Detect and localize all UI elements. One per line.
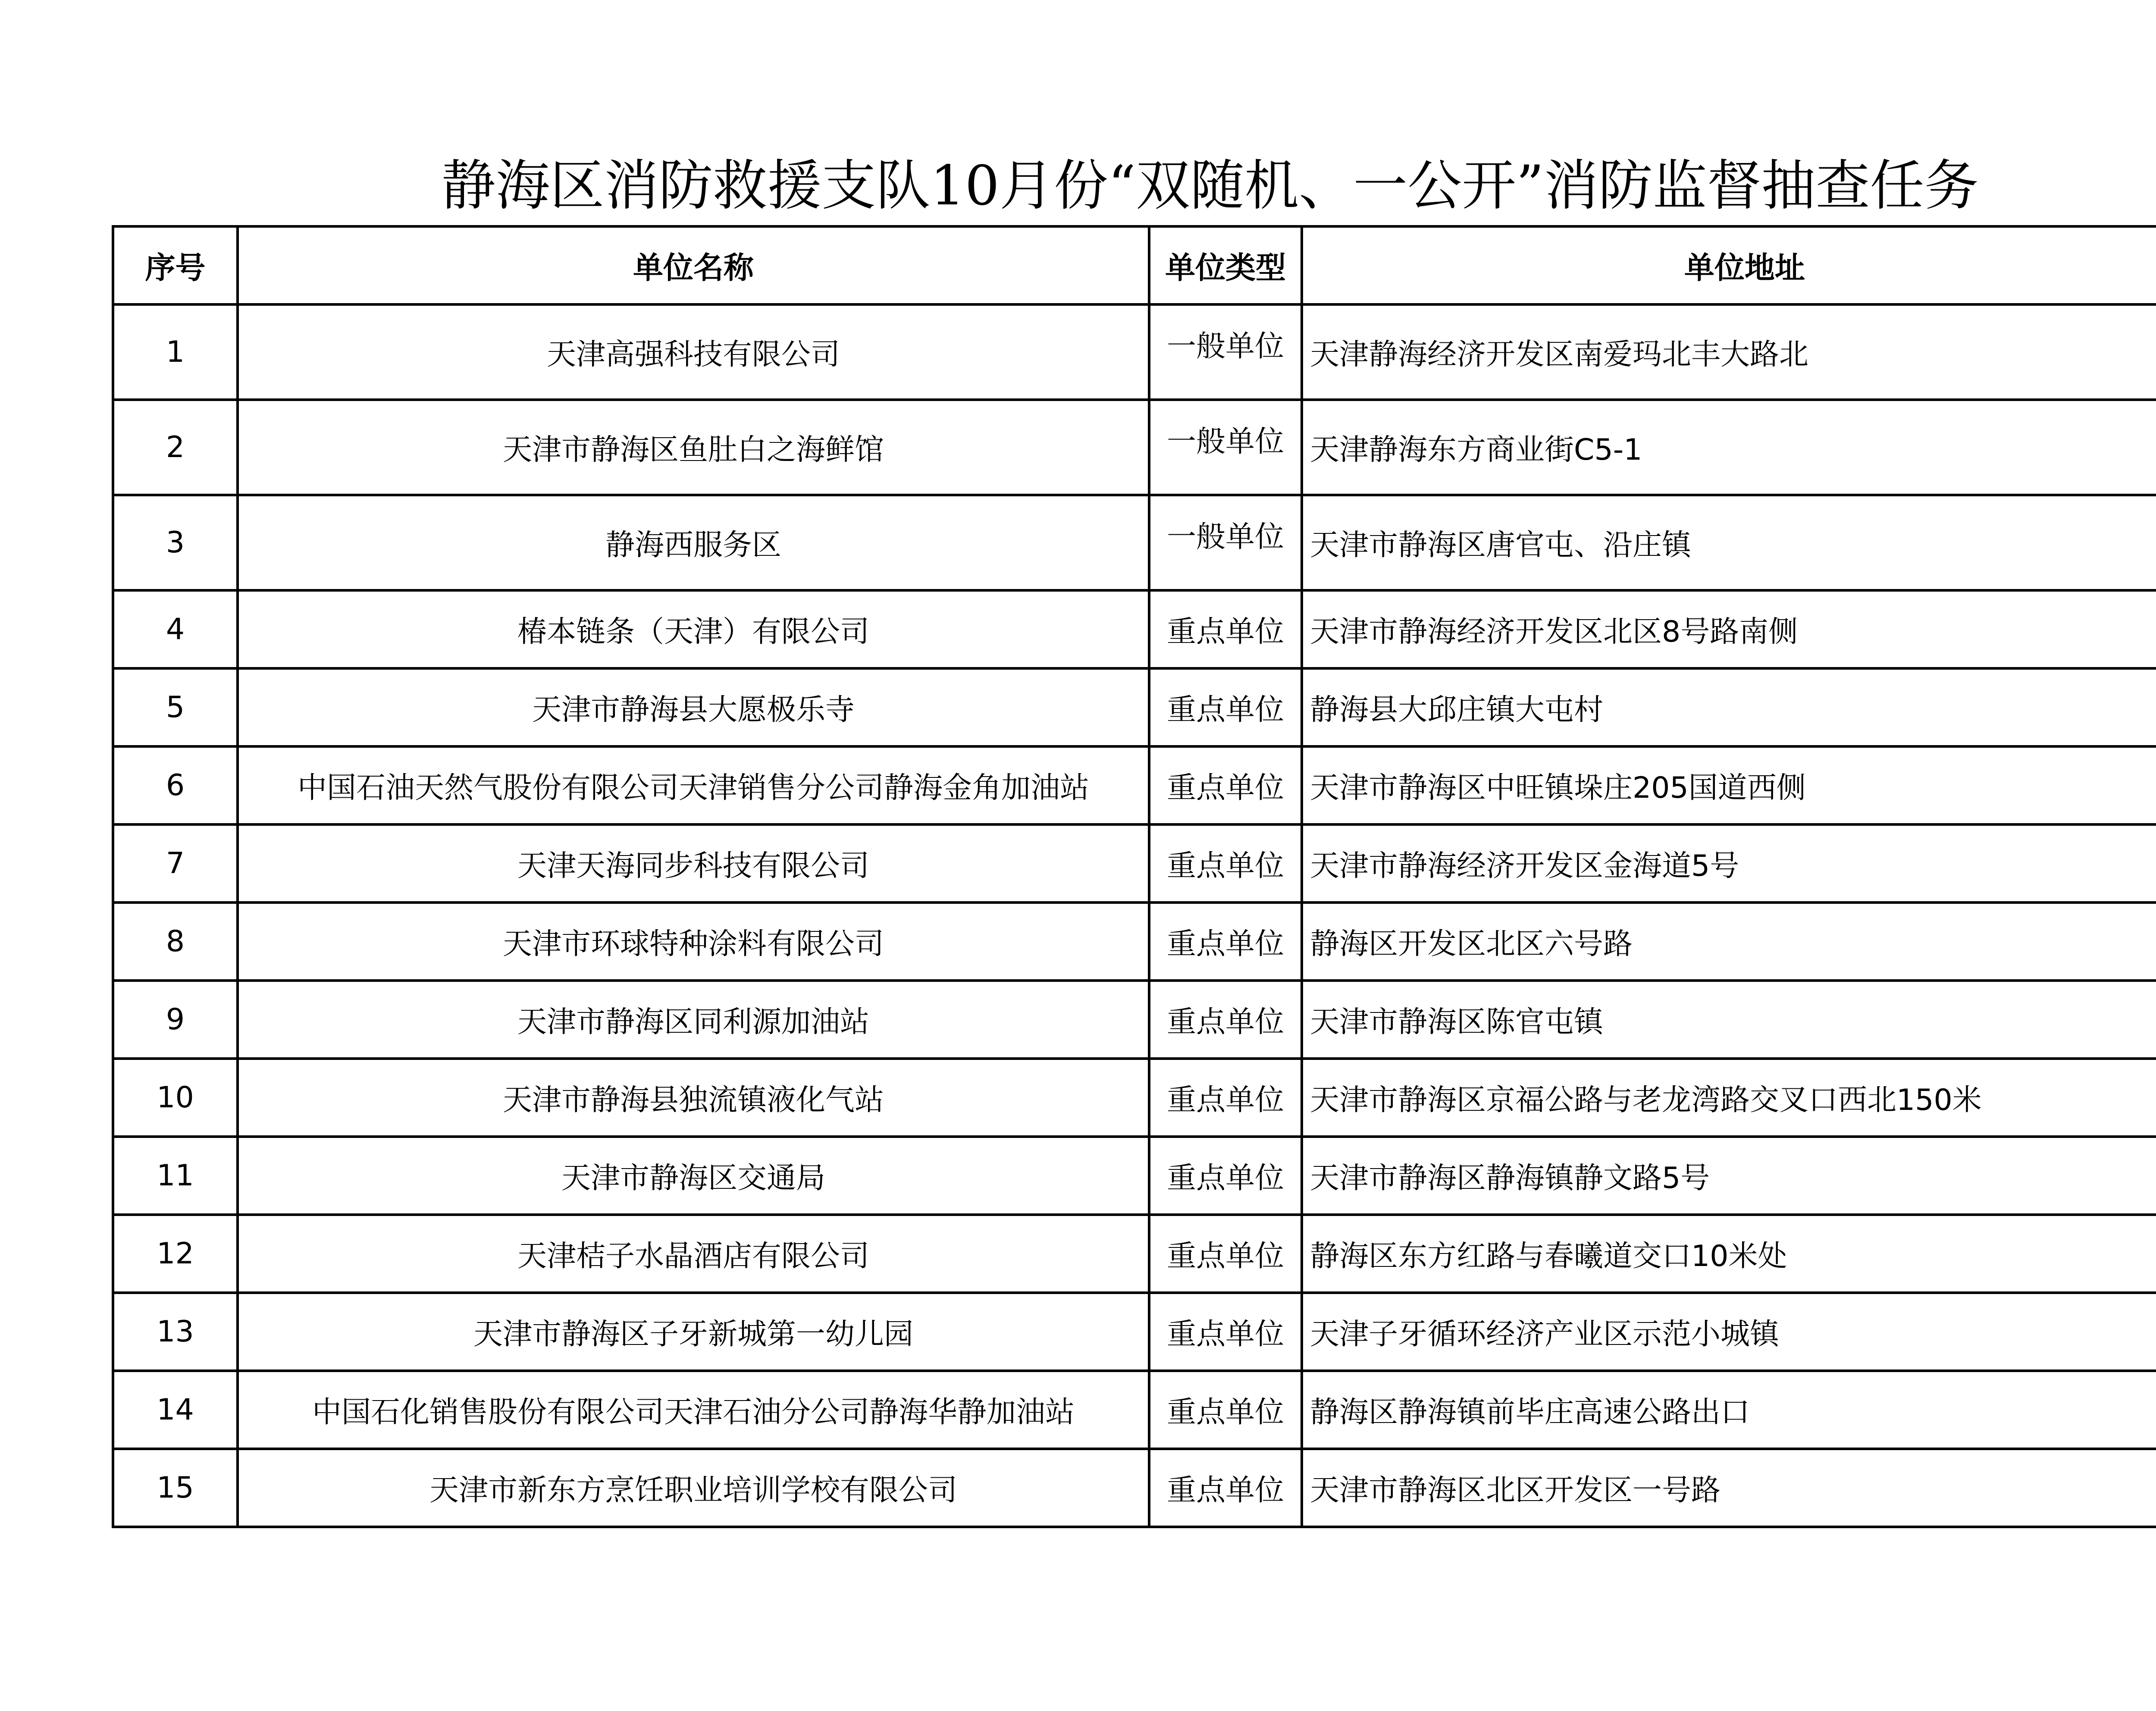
row-index: 4 <box>113 590 238 668</box>
table-row <box>113 400 2156 495</box>
unit-address: 天津市静海区陈官屯镇 <box>1302 981 2156 1059</box>
row-index: 5 <box>113 668 238 746</box>
row-index: 9 <box>113 981 238 1059</box>
table-row <box>113 746 2156 824</box>
row-index: 10 <box>113 1059 238 1137</box>
table-row <box>113 1371 2156 1449</box>
page-title: 静海区消防救援支队10月份“双随机、一公开”消防监督抽查任务 <box>441 154 1979 217</box>
row-index: 13 <box>113 1293 238 1371</box>
unit-name: 中国石化销售股份有限公司天津石油分公司静海华静加油站 <box>238 1371 1149 1449</box>
unit-type: 重点单位 <box>1149 1293 1302 1371</box>
table-row <box>113 668 2156 746</box>
unit-address: 天津子牙循环经济产业区示范小城镇 <box>1302 1293 2156 1371</box>
unit-name: 天津天海同步科技有限公司 <box>238 824 1149 903</box>
header-row <box>113 226 2156 304</box>
unit-type: 重点单位 <box>1149 746 1302 824</box>
unit-name: 天津市静海县大愿极乐寺 <box>238 668 1149 746</box>
row-index: 15 <box>113 1449 238 1527</box>
unit-type: 重点单位 <box>1149 1449 1302 1527</box>
unit-type: 一般单位 <box>1149 400 1302 495</box>
unit-type: 重点单位 <box>1149 1371 1302 1449</box>
unit-address: 天津市静海区静海镇静文路5号 <box>1302 1137 2156 1215</box>
unit-type: 重点单位 <box>1149 903 1302 981</box>
table-row <box>113 1293 2156 1371</box>
header-index: 序号 <box>113 226 238 304</box>
unit-name: 天津市静海县独流镇液化气站 <box>238 1059 1149 1137</box>
header-name: 单位名称 <box>238 226 1149 304</box>
unit-address: 静海区静海镇前毕庄高速公路出口 <box>1302 1371 2156 1449</box>
row-index: 7 <box>113 824 238 903</box>
header-type: 单位类型 <box>1149 226 1302 304</box>
unit-type: 重点单位 <box>1149 1137 1302 1215</box>
unit-address: 天津市静海区京福公路与老龙湾路交叉口西北150米 <box>1302 1059 2156 1137</box>
row-index: 1 <box>113 304 238 400</box>
unit-address: 天津市静海区唐官屯、沿庄镇 <box>1302 495 2156 590</box>
unit-type: 一般单位 <box>1149 495 1302 590</box>
unit-name: 椿本链条（天津）有限公司 <box>238 590 1149 668</box>
row-index: 6 <box>113 746 238 824</box>
unit-name: 天津市静海区交通局 <box>238 1137 1149 1215</box>
unit-name: 天津市静海区子牙新城第一幼儿园 <box>238 1293 1149 1371</box>
task-table <box>112 225 2156 1528</box>
unit-address: 静海区东方红路与春曦道交口10米处 <box>1302 1215 2156 1293</box>
unit-name: 天津市静海区同利源加油站 <box>238 981 1149 1059</box>
unit-address: 静海县大邱庄镇大屯村 <box>1302 668 2156 746</box>
unit-type: 重点单位 <box>1149 824 1302 903</box>
unit-address: 天津静海东方商业街C5-1 <box>1302 400 2156 495</box>
table-row <box>113 1059 2156 1137</box>
row-index: 14 <box>113 1371 238 1449</box>
table-row <box>113 1215 2156 1293</box>
unit-address: 天津市静海区中旺镇垛庄205国道西侧 <box>1302 746 2156 824</box>
row-index: 2 <box>113 400 238 495</box>
unit-address: 天津市静海经济开发区金海道5号 <box>1302 824 2156 903</box>
unit-type: 重点单位 <box>1149 1215 1302 1293</box>
row-index: 11 <box>113 1137 238 1215</box>
unit-address: 天津静海经济开发区南爱玛北丰大路北 <box>1302 304 2156 400</box>
header-address: 单位地址 <box>1302 226 2156 304</box>
table-row <box>113 590 2156 668</box>
unit-type: 重点单位 <box>1149 590 1302 668</box>
row-index: 3 <box>113 495 238 590</box>
unit-name: 天津市静海区鱼肚白之海鲜馆 <box>238 400 1149 495</box>
table-row <box>113 903 2156 981</box>
table-row <box>113 495 2156 590</box>
unit-name: 中国石油天然气股份有限公司天津销售分公司静海金角加油站 <box>238 746 1149 824</box>
table-row <box>113 1137 2156 1215</box>
row-index: 12 <box>113 1215 238 1293</box>
row-index: 8 <box>113 903 238 981</box>
unit-name: 静海西服务区 <box>238 495 1149 590</box>
unit-type: 一般单位 <box>1149 304 1302 400</box>
unit-name: 天津市新东方烹饪职业培训学校有限公司 <box>238 1449 1149 1527</box>
unit-address: 天津市静海区北区开发区一号路 <box>1302 1449 2156 1527</box>
unit-type: 重点单位 <box>1149 1059 1302 1137</box>
unit-address: 天津市静海经济开发区北区8号路南侧 <box>1302 590 2156 668</box>
table-row <box>113 304 2156 400</box>
table-row <box>113 981 2156 1059</box>
unit-address: 静海区开发区北区六号路 <box>1302 903 2156 981</box>
unit-name: 天津高强科技有限公司 <box>238 304 1149 400</box>
unit-type: 重点单位 <box>1149 668 1302 746</box>
table-row <box>113 824 2156 903</box>
table-row <box>113 1449 2156 1527</box>
unit-type: 重点单位 <box>1149 981 1302 1059</box>
unit-name: 天津市环球特种涂料有限公司 <box>238 903 1149 981</box>
unit-name: 天津桔子水晶酒店有限公司 <box>238 1215 1149 1293</box>
